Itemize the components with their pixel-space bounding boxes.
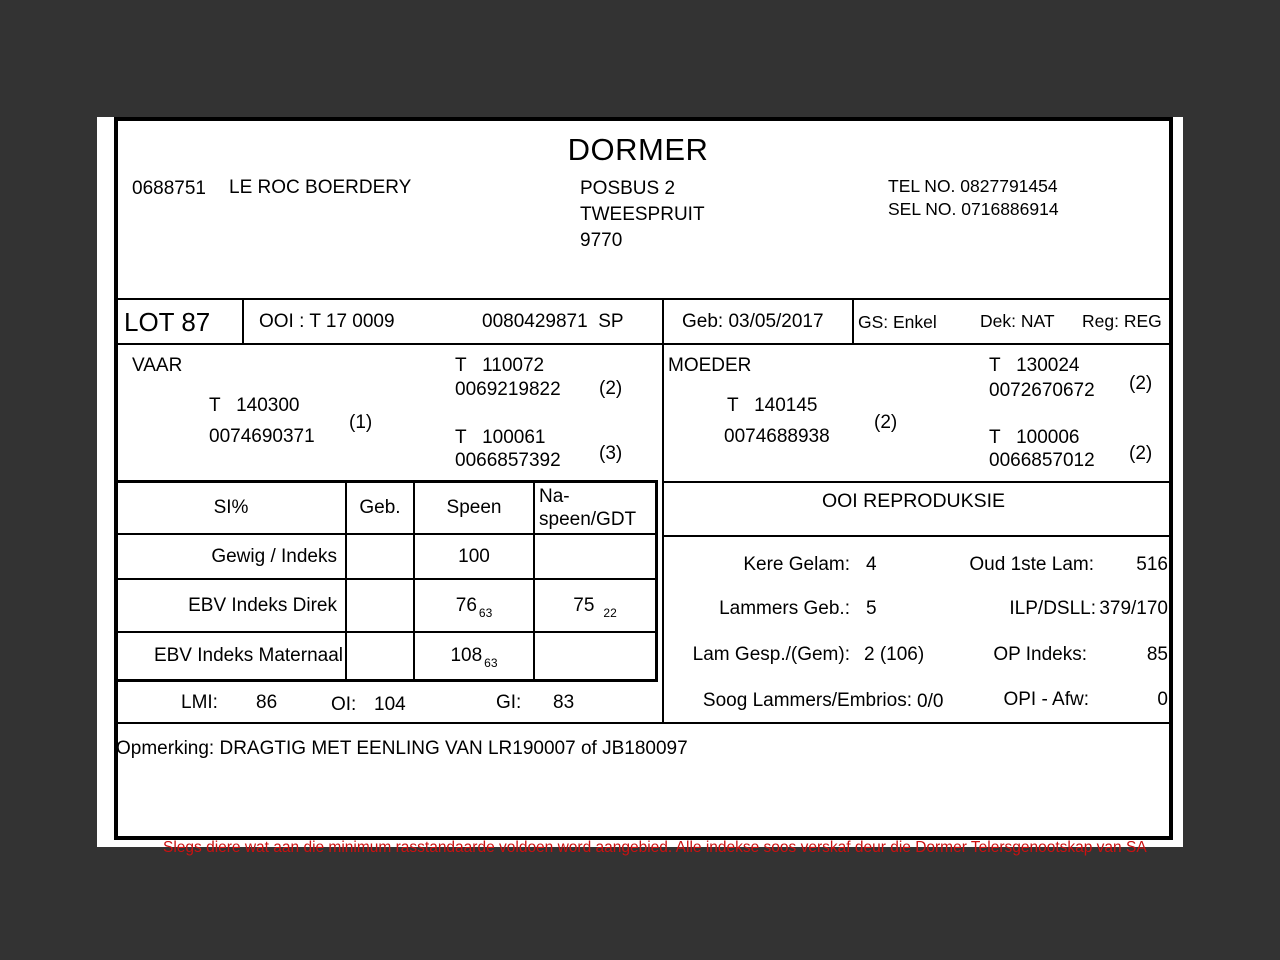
remark-text: DRAGTIG MET EENLING VAN LR190007 of JB180097 [214,738,688,759]
dam-sire-id: T 130024 [989,355,1080,376]
sire-note: (1) [349,412,373,433]
footer-red-note-clipped: Slegs diere wat aan die minimum rasstandaarde voldoen word aangebied. Alle indekse soos verskaf deur die Dormer Telersgenootskap van SA [163,839,1147,856]
lmi-value: 86 [256,692,278,713]
divider-lot-pedigree [118,343,1169,345]
si-cell-geb [347,633,415,679]
repro-value: 2 (106) [864,644,925,665]
divider-lot-cell-2 [852,298,854,345]
sire-dam-id: T 100061 [455,427,546,448]
dam-note: (2) [874,412,898,433]
birth-date: Geb: 03/05/2017 [682,311,824,332]
dam-number: 0074688938 [724,426,830,447]
remark-line [116,737,688,760]
si-cell-naspeen [535,535,655,580]
repro-label: Lam Gesp./(Gem): [692,644,850,665]
si-header-col4: Na- speen/GDT [535,483,655,535]
gi-label: GI: [496,692,522,713]
si-cell-speen: 100 [415,535,535,580]
sire-dam-number: 0066857392 [455,450,561,471]
si-cell-speen: 76 63 [415,580,535,633]
address-line-2: TWEESPRUIT [580,204,705,225]
birth-status: GS: Enkel [858,312,937,332]
repro-label: Soog Lammers/Embrios: [702,690,912,711]
si-header-col1: SI% [117,483,347,535]
si-cell-geb [347,535,415,580]
repro-value: 4 [866,554,877,575]
animal-registration-number: 0080429871 SP [482,311,624,332]
sire-sire-note: (2) [599,378,623,399]
sire-dam-note: (3) [599,443,623,464]
lot-number: LOT 87 [124,307,211,337]
sire-number: 0074690371 [209,426,315,447]
address-line-1: POSBUS 2 [580,178,676,199]
animal-id-label: OOI : T 17 0009 [259,311,395,332]
si-row-label: EBV Indeks Maternaal [117,633,347,679]
dam-dam-note: (2) [1129,443,1153,464]
address-line-3: 9770 [580,230,623,251]
member-number: 0688751 [132,178,206,199]
si-cell-naspeen: 75 22 [535,580,655,633]
sire-section-label: VAAR [132,355,183,376]
divider-repro-top [662,481,1169,483]
repro-label: Kere Gelam: [743,554,850,575]
dam-section-label: MOEDER [668,355,752,376]
repro-value: 516 [1136,554,1168,575]
gi-value: 83 [553,692,575,713]
lmi-label: LMI: [181,692,218,713]
sire-sire-id: T 110072 [455,355,545,376]
dam-sire-number: 0072670672 [989,380,1095,401]
divider-header-lot [118,298,1169,300]
si-cell-geb [347,580,415,633]
page-border-box [114,117,1173,840]
oi-label: OI: [331,694,357,715]
catalog-page [97,117,1183,856]
farm-name: LE ROC BOERDERY [229,177,412,198]
repro-label: Oud 1ste Lam: [969,554,1094,575]
sel-number: SEL NO. 0716886914 [888,199,1059,219]
repro-label: OPI - Afw: [1003,689,1089,710]
si-row-label: EBV Indeks Direk [117,580,347,633]
repro-value: 85 [1146,644,1168,665]
repro-value: 0/0 [917,691,944,712]
divider-opmerking-top [118,722,1169,724]
si-index-table [114,480,658,682]
repro-value: 5 [866,598,877,619]
si-cell-speen: 108 63 [415,633,535,679]
sire-id: T 140300 [209,395,300,416]
remark-label: Opmerking: [116,738,215,759]
breed-title: DORMER [567,132,709,167]
si-row-label: Gewig / Indeks [117,535,347,580]
dam-id: T 140145 [727,395,818,416]
repro-value: 0 [1157,689,1168,710]
mating-type: Dek: NAT [980,311,1055,331]
si-header-col3: Speen [415,483,535,535]
divider-lot-cell-1 [242,298,244,345]
divider-repro-title [662,535,1169,537]
repro-label: ILP/DSLL: [1009,598,1096,619]
si-header-col2: Geb. [347,483,415,535]
dam-sire-note: (2) [1129,373,1153,394]
tel-number: TEL NO. 0827791454 [888,176,1058,196]
reproduction-section-title: OOI REPRODUKSIE [821,490,1006,512]
registration-status: Reg: REG [1082,311,1162,331]
oi-value: 104 [374,694,406,715]
si-cell-naspeen [535,633,655,679]
sire-sire-number: 0069219822 [455,379,561,400]
repro-label: OP Indeks: [993,644,1087,665]
dam-dam-number: 0066857012 [989,450,1095,471]
repro-value: 379/170 [1099,598,1168,619]
dam-dam-id: T 100006 [989,427,1080,448]
repro-label: Lammers Geb.: [719,598,850,619]
